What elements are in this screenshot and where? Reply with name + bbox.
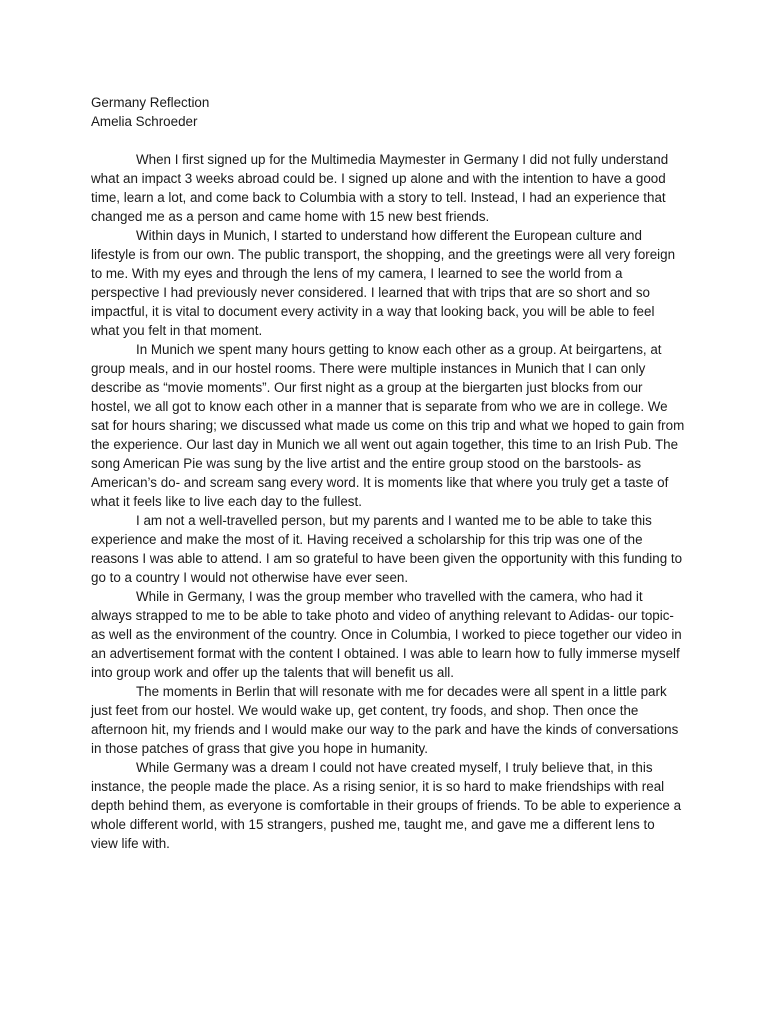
document-body: [91, 93, 685, 853]
paragraph: While Germany was a dream I could not have created myself, I truly believe that, in this instance, the people made the place. As a rising senior, it is so hard to make friendships with real depth behind them, as everyone is comfortable in their groups of friends. To be able to experience a whole different world, with 15 strangers, pushed me, taught me, and gave me a different lens to view life with.: [91, 760, 682, 851]
blank-line: [91, 131, 685, 150]
paragraph: The moments in Berlin that will resonate with me for decades were all spent in a little park just feet from our hostel. We would wake up, get content, try foods, and shop. Then once the afternoon hit, my friends and I would make our way to the park and have the kinds of conversations in those patches of grass that give you hope in humanity.: [91, 684, 679, 756]
paragraph: In Munich we spent many hours getting to know each other as a group. At beirgartens, at group meals, and in our hostel rooms. There were multiple instances in Munich that I can only describe as “movie moments”. Our first night as a group at the biergarten just blocks from our hostel, we all got to know each other in a manner that is separate from who we are in college. We sat for hours sharing; we discussed what made us come on this trip and what we hoped to gain from the experience. Our last day in Munich we all went out again together, this time to an Irish Pub. The song American Pie was sung by the live artist and the entire group stood on the barstools- as American’s do- and scream sang every word. It is moments like that where you truly get a taste of what it feels like to live each day to the fullest.: [91, 342, 685, 509]
paragraph: Within days in Munich, I started to understand how different the European culture and lifestyle is from our own. The public transport, the shopping, and the greetings were all very foreign to me. With my eyes and through the lens of my camera, I learned to see the world from a perspective I had previously never considered. I learned that with trips that are so short and so impactful, it is vital to document every activity in a way that looking back, you will be able to feel what you felt in that moment.: [91, 228, 676, 338]
document-title: Germany Reflection: [91, 95, 210, 110]
paragraph: I am not a well-travelled person, but my parents and I wanted me to be able to take this experience and make the most of it. Having received a scholarship for this trip was one of the reasons I was able to attend. I am so grateful to have been given the opportunity with this funding to go to a country I would not otherwise have ever seen.: [91, 513, 683, 585]
paragraph: When I first signed up for the Multimedia Maymester in Germany I did not fully understand what an impact 3 weeks abroad could be. I signed up alone and with the intention to have a good time, learn a lot, and come back to Columbia with a story to tell. Instead, I had an experience that changed me as a person and came home with 15 new best friends.: [91, 152, 669, 224]
document-author: Amelia Schroeder: [91, 114, 198, 129]
paragraph: While in Germany, I was the group member who travelled with the camera, who had it always strapped to me to be able to take photo and video of anything relevant to Adidas- our topic- as well as the environment of the country. Once in Columbia, I worked to piece together our video in an advertisement format with the content I obtained. I was able to learn how to fully immerse myself into group work and offer up the talents that will benefit us all.: [91, 589, 682, 680]
